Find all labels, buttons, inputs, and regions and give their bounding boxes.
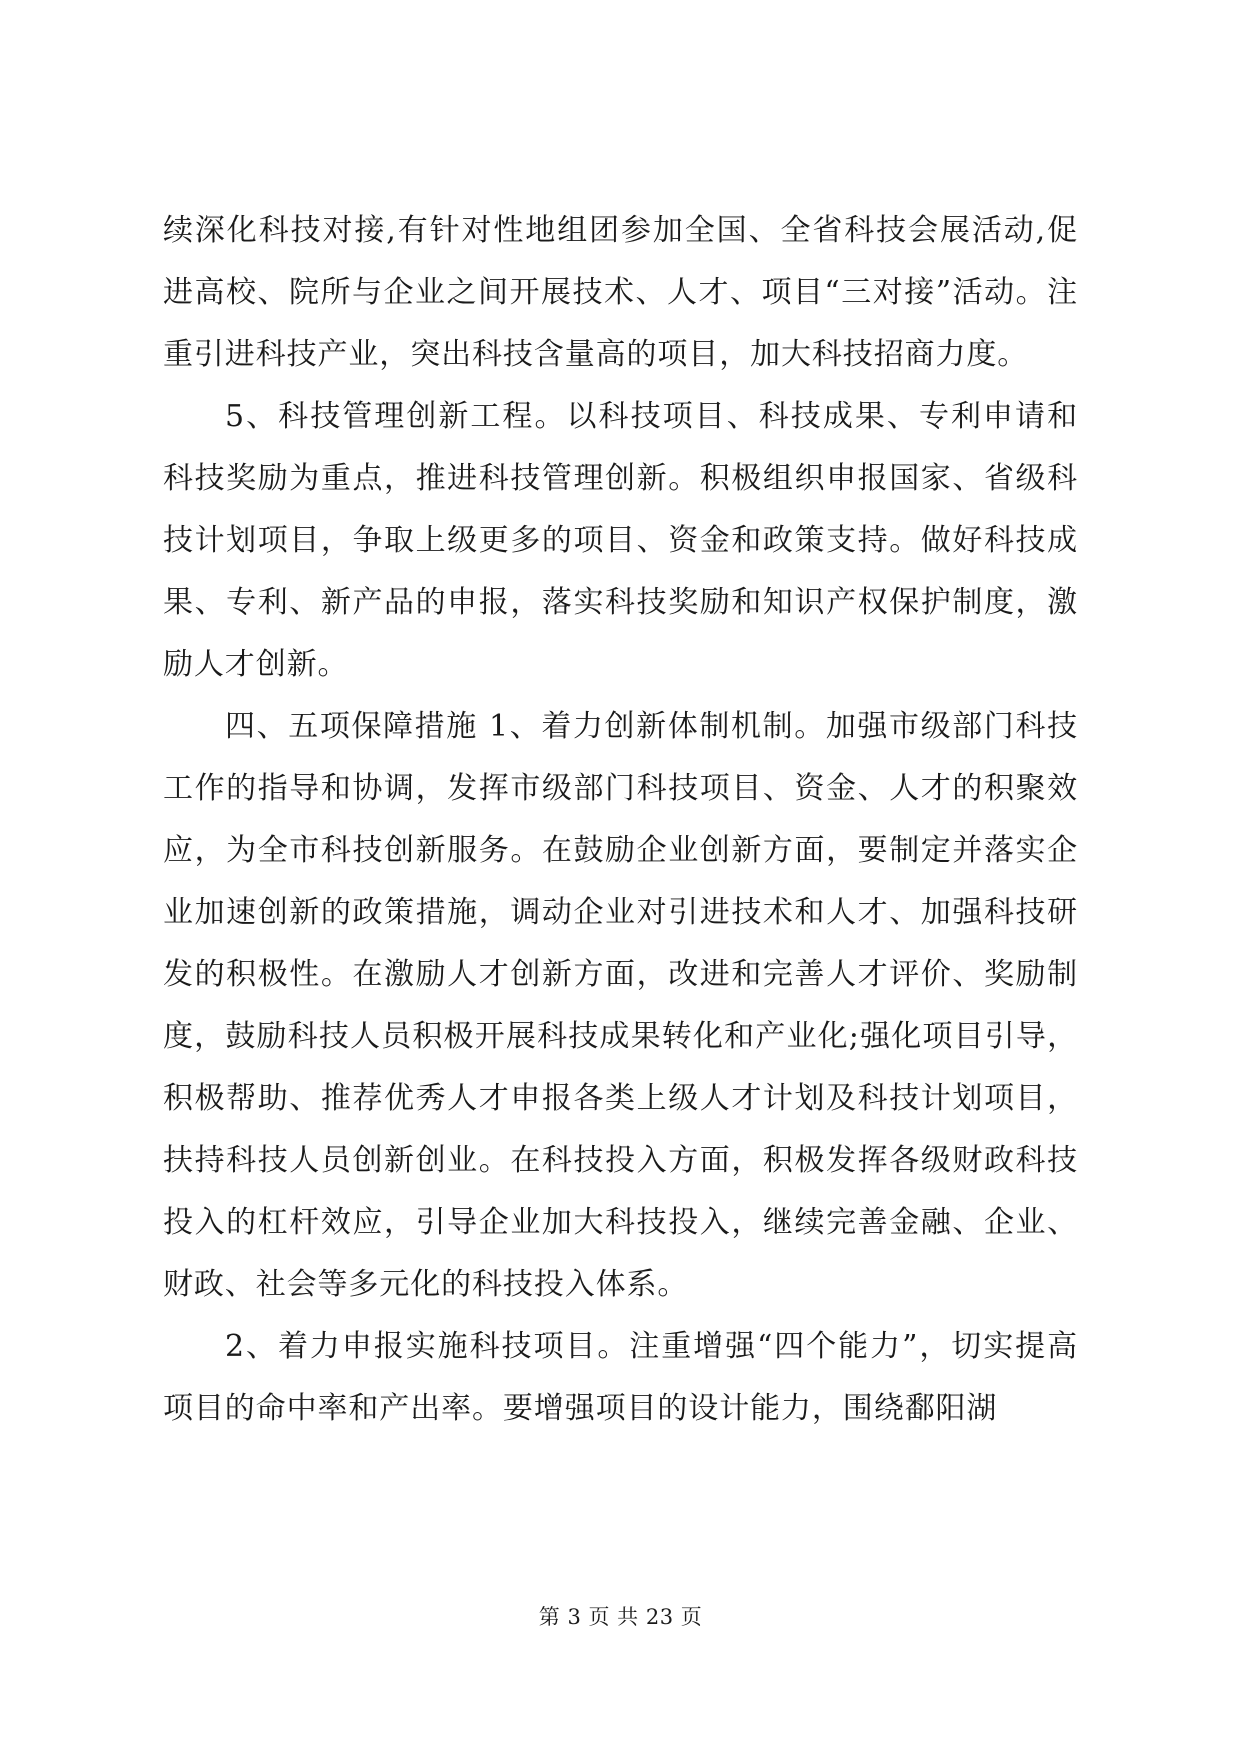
- paragraph-item-2: 2、着力申报实施科技项目。注重增强“四个能力”，切实提高项目的命中率和产出率。要增强项目的设计能力，围绕鄱阳湖: [163, 1329, 1078, 1426]
- page-number-footer: 第 3 页 共 23 页: [538, 1605, 703, 1629]
- paragraph-item-5: 5、科技管理创新工程。以科技项目、科技成果、专利申请和科技奖励为重点，推进科技管理创新。积极组织申报国家、省级科技计划项目，争取上级更多的项目、资金和政策支持。做好科技成果、专利、新产品的申报，落实科技奖励和知识产权保护制度，激励人才创新。: [163, 399, 1078, 682]
- paragraph-section-4: 四、五项保障措施 1、着力创新体制机制。加强市级部门科技工作的指导和协调，发挥市级部门科技项目、资金、人才的积聚效应，为全市科技创新服务。在鼓励企业创新方面，要制定并落实企业加速创新的政策措施，调动企业对引进技术和人才、加强科技研发的积极性。在激励人才创新方面，改进和完善人才评价、奖励制度，鼓励科技人员积极开展科技成果转化和产业化;强化项目引导，积极帮助、推荐优秀人才申报各类上级人才计划及科技计划项目，扶持科技人员创新创业。在科技投入方面，积极发挥各级财政科技投入的杠杆效应，引导企业加大科技投入，继续完善金融、企业、财政、社会等多元化的科技投入体系。: [163, 709, 1078, 1302]
- document-body: [163, 200, 1078, 1440]
- paragraph-continuation: 续深化科技对接,有针对性地组团参加全国、全省科技会展活动,促进高校、院所与企业之间开展技术、人才、项目“三对接”活动。注重引进科技产业，突出科技含量高的项目，加大科技招商力度。: [163, 213, 1078, 372]
